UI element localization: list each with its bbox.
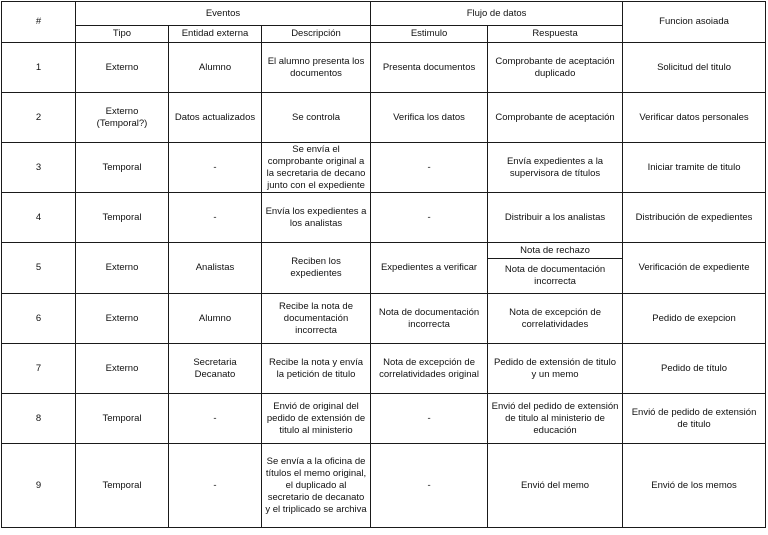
cell-estimulo: - bbox=[371, 394, 488, 444]
cell-entidad: Alumno bbox=[169, 43, 262, 93]
cell-entidad: Secretaria Decanato bbox=[169, 344, 262, 394]
cell-num: 1 bbox=[2, 43, 76, 93]
cell-entidad: - bbox=[169, 394, 262, 444]
table-row bbox=[2, 294, 766, 344]
cell-respuesta: Comprobante de aceptación duplicado bbox=[488, 43, 623, 93]
cell-descripcion: Reciben los expedientes bbox=[262, 243, 371, 294]
cell-estimulo: Nota de excepción de correlatividades original bbox=[371, 344, 488, 394]
cell-estimulo: Nota de documentación incorrecta bbox=[371, 294, 488, 344]
cell-tipo: Temporal bbox=[76, 394, 169, 444]
header-estimulo: Estimulo bbox=[371, 26, 488, 43]
cell-funcion: Distribución de expedientes bbox=[623, 193, 766, 243]
header-tipo: Tipo bbox=[76, 26, 169, 43]
cell-funcion: Pedido de exepcion bbox=[623, 294, 766, 344]
cell-num: 5 bbox=[2, 243, 76, 294]
cell-descripcion: Se envía el comprobante original a la secretaria de decano junto con el expediente bbox=[262, 143, 371, 193]
cell-respuesta-doc-incorrecta: Nota de documentación incorrecta bbox=[504, 264, 606, 287]
cell-tipo: Temporal bbox=[76, 143, 169, 193]
cell-entidad: Analistas bbox=[169, 243, 262, 294]
cell-descripcion: El alumno presenta los documentos bbox=[262, 43, 371, 93]
table-row bbox=[2, 43, 766, 93]
cell-respuesta: Distribuir a los analistas bbox=[488, 193, 623, 243]
cell-tipo: Externo bbox=[76, 294, 169, 344]
cell-num: 2 bbox=[2, 93, 76, 143]
cell-respuesta: Pedido de extensión de titulo y un memo bbox=[488, 344, 623, 394]
header-respuesta: Respuesta bbox=[488, 26, 623, 43]
header-funcion-asociada: Funcion asoiada bbox=[623, 2, 766, 43]
header-descripcion: Descripción bbox=[262, 26, 371, 43]
events-table bbox=[1, 1, 766, 528]
header-entidad-externa: Entidad externa bbox=[169, 26, 262, 43]
cell-num: 6 bbox=[2, 294, 76, 344]
header-num: # bbox=[2, 2, 76, 43]
cell-funcion: Verificación de expediente bbox=[623, 243, 766, 294]
cell-entidad: - bbox=[169, 143, 262, 193]
cell-estimulo: Expedientes a verificar bbox=[371, 243, 488, 294]
cell-funcion: Envió de pedido de extensión de titulo bbox=[623, 394, 766, 444]
cell-tipo: Externo bbox=[76, 43, 169, 93]
cell-entidad: - bbox=[169, 193, 262, 243]
table-row bbox=[2, 93, 766, 143]
cell-estimulo: - bbox=[371, 193, 488, 243]
cell-funcion: Verificar datos personales bbox=[623, 93, 766, 143]
table-row bbox=[2, 444, 766, 528]
cell-estimulo: Verifica los datos bbox=[371, 93, 488, 143]
table-row bbox=[2, 243, 766, 294]
cell-descripcion: Recibe la nota de documentación incorrecta bbox=[262, 294, 371, 344]
cell-descripcion: Se envía a la oficina de títulos el memo original, el duplicado al secretario de decanato y el triplicado se archiva bbox=[262, 444, 371, 528]
cell-respuesta: Nota de excepción de correlatividades bbox=[488, 294, 623, 344]
cell-estimulo: - bbox=[371, 444, 488, 528]
cell-descripcion: Se controla bbox=[262, 93, 371, 143]
cell-funcion: Envió de los memos bbox=[623, 444, 766, 528]
cell-num: 8 bbox=[2, 394, 76, 444]
cell-num: 7 bbox=[2, 344, 76, 394]
cell-descripcion: Recibe la nota y envía la petición de titulo bbox=[262, 344, 371, 394]
table-row bbox=[2, 143, 766, 193]
cell-respuesta: Envió del pedido de extensión de titulo al ministerio de educación bbox=[488, 394, 623, 444]
cell-respuesta: Envía expedientes a la supervisora de títulos bbox=[488, 143, 623, 193]
table-row bbox=[2, 394, 766, 444]
cell-tipo: Externo (Temporal?) bbox=[76, 93, 169, 143]
cell-num: 4 bbox=[2, 193, 76, 243]
cell-respuesta-rechazo: Nota de rechazo bbox=[488, 243, 622, 259]
cell-respuesta-split bbox=[488, 243, 623, 294]
table-row bbox=[2, 344, 766, 394]
cell-entidad: Alumno bbox=[169, 294, 262, 344]
cell-tipo: Temporal bbox=[76, 444, 169, 528]
cell-entidad: Datos actualizados bbox=[169, 93, 262, 143]
cell-funcion: Solicitud del titulo bbox=[623, 43, 766, 93]
table-row bbox=[2, 193, 766, 243]
cell-entidad: - bbox=[169, 444, 262, 528]
cell-funcion: Iniciar tramite de titulo bbox=[623, 143, 766, 193]
cell-estimulo: - bbox=[371, 143, 488, 193]
cell-descripcion: Envió de original del pedido de extensión de titulo al ministerio bbox=[262, 394, 371, 444]
cell-tipo: Temporal bbox=[76, 193, 169, 243]
events-table-wrapper bbox=[1, 1, 766, 528]
cell-estimulo: Presenta documentos bbox=[371, 43, 488, 93]
cell-tipo: Externo bbox=[76, 344, 169, 394]
header-flujo-de-datos: Flujo de datos bbox=[371, 2, 623, 26]
cell-funcion: Pedido de título bbox=[623, 344, 766, 394]
cell-num: 9 bbox=[2, 444, 76, 528]
header-eventos: Eventos bbox=[76, 2, 371, 26]
cell-respuesta: Envió del memo bbox=[488, 444, 623, 528]
cell-num: 3 bbox=[2, 143, 76, 193]
cell-descripcion: Envía los expedientes a los analistas bbox=[262, 193, 371, 243]
header-row-groups bbox=[2, 2, 766, 26]
cell-respuesta: Comprobante de aceptación bbox=[488, 93, 623, 143]
cell-tipo: Externo bbox=[76, 243, 169, 294]
